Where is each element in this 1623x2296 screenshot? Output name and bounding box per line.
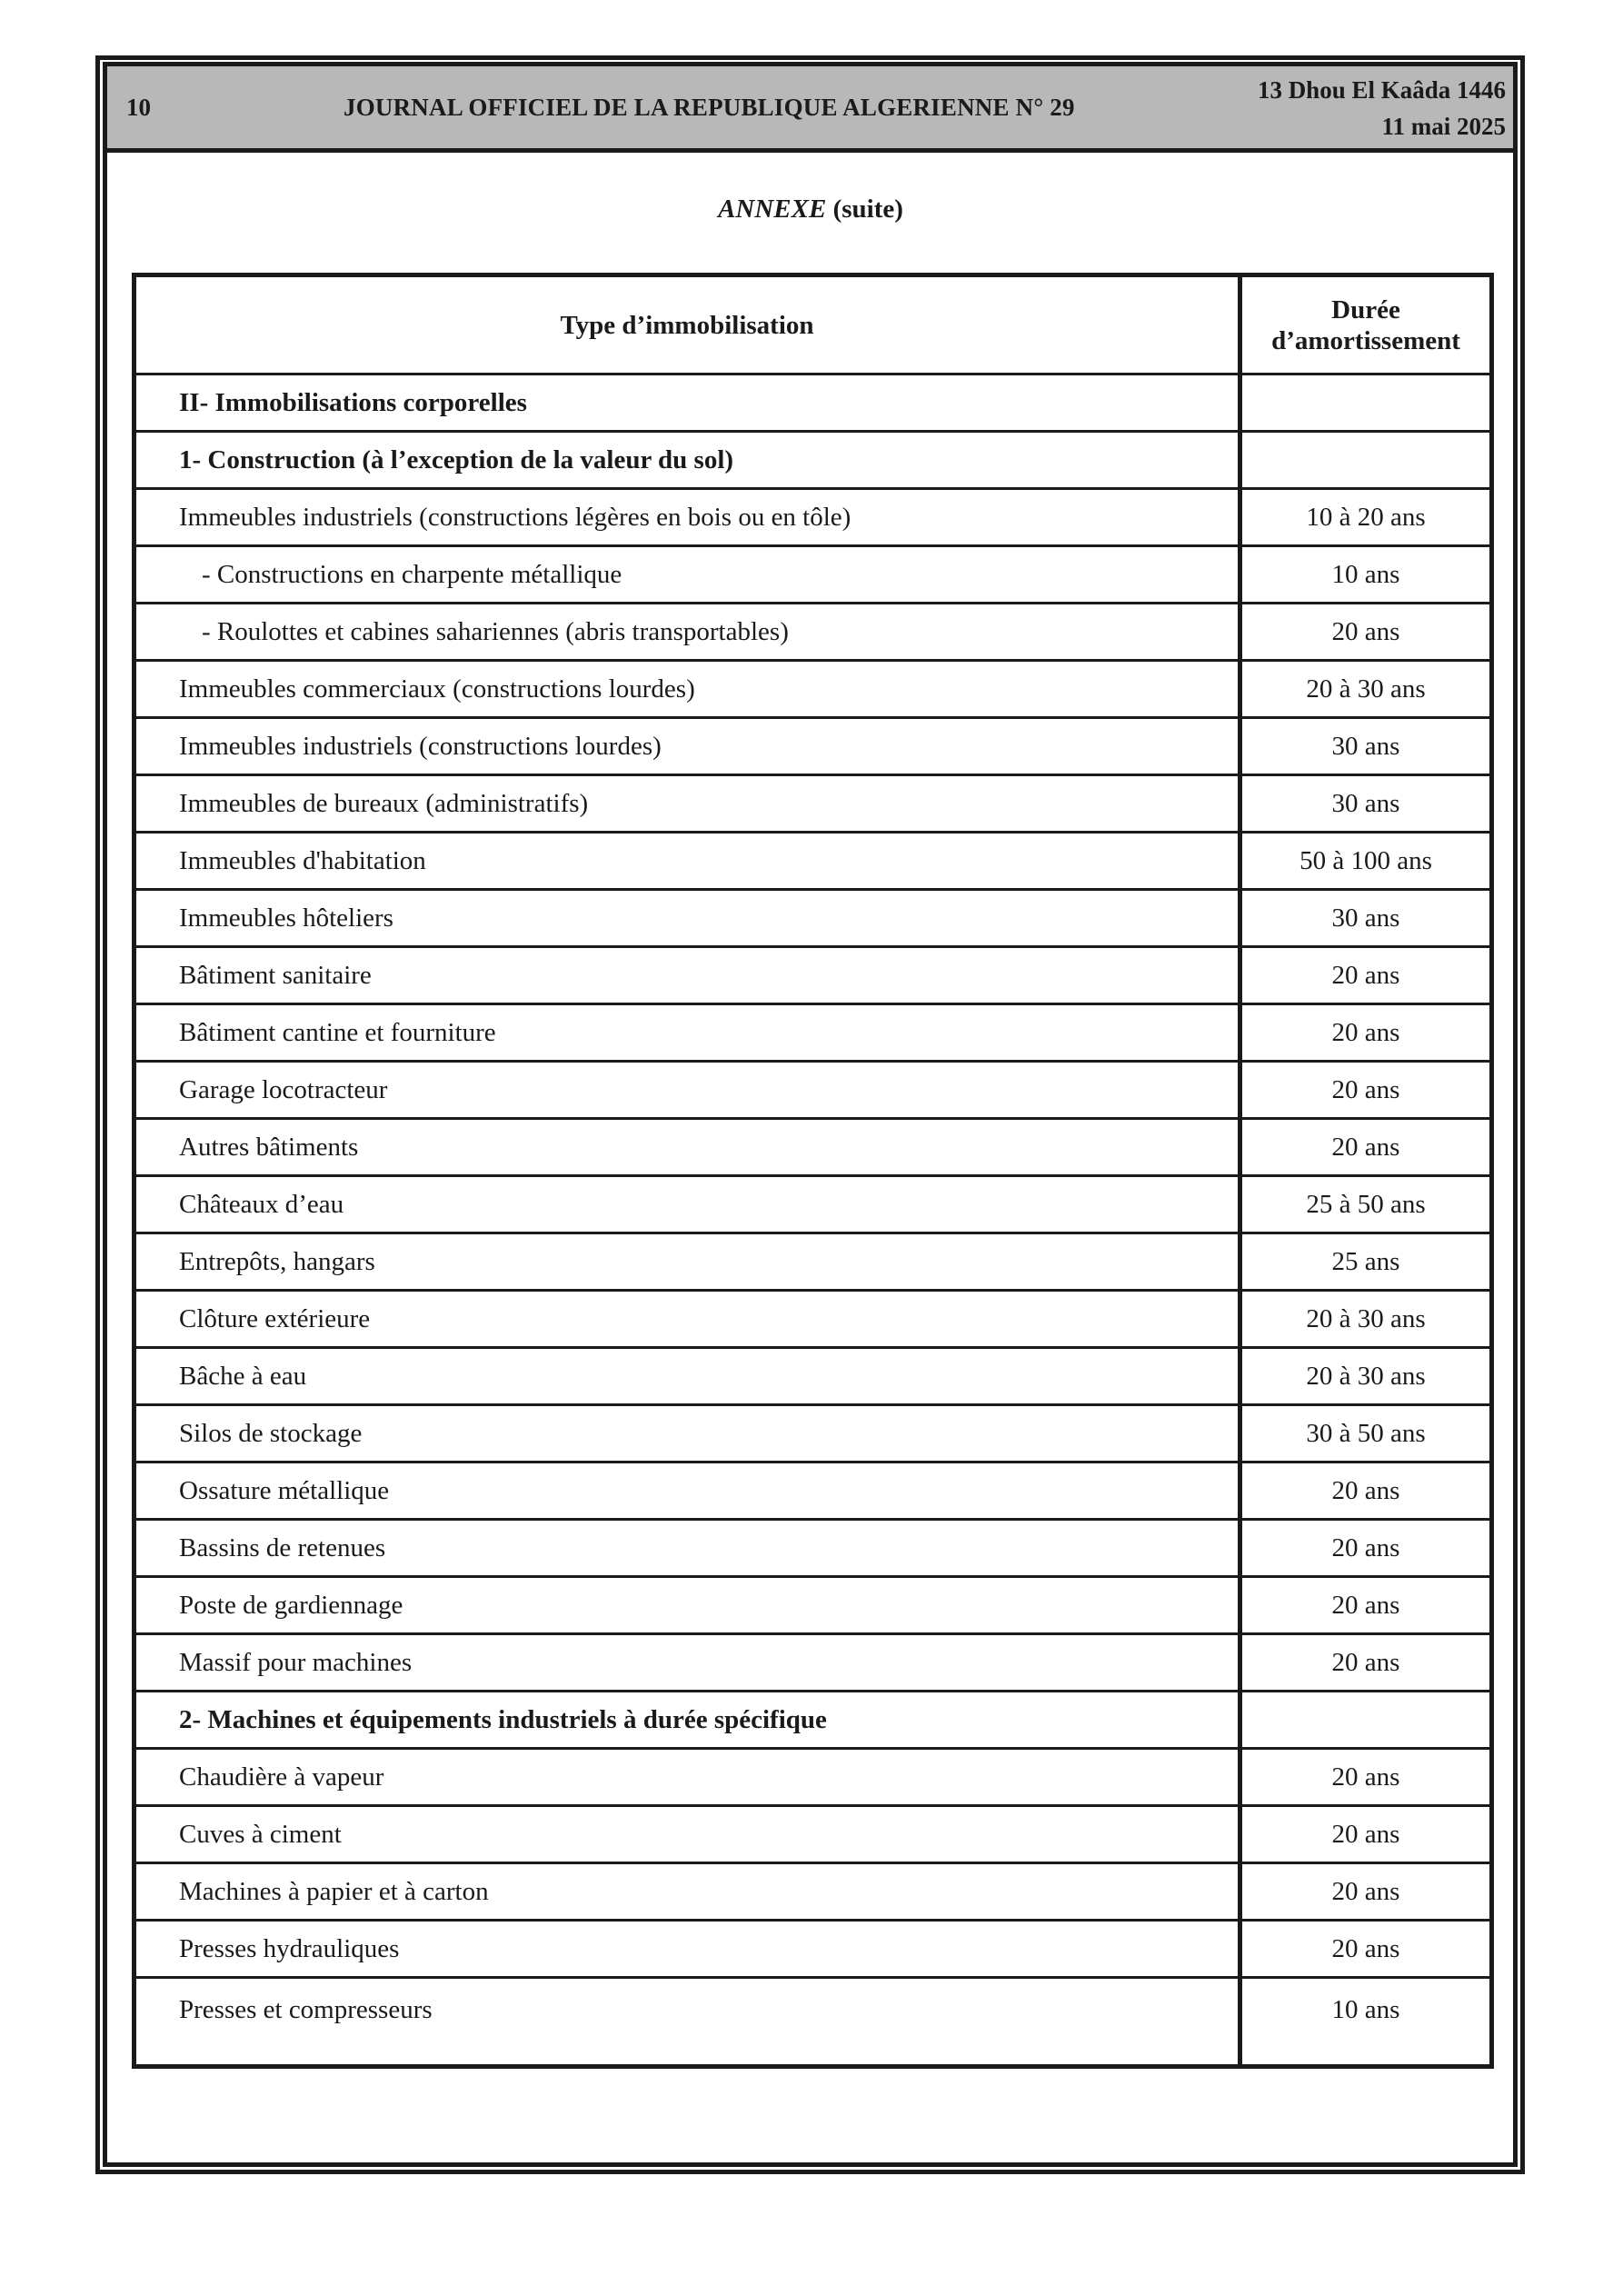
table-row	[134, 718, 1492, 775]
cell-duration	[1240, 374, 1492, 432]
table-row	[134, 1348, 1492, 1405]
table-body	[134, 374, 1492, 2067]
table-row	[134, 661, 1492, 718]
cell-duration: 30 ans	[1240, 890, 1492, 947]
cell-type: Autres bâtiments	[134, 1119, 1240, 1176]
cell-type: 2- Machines et équipements industriels à durée spécifique	[134, 1692, 1240, 1749]
hijri-date: 13 Dhou El Kaâda 1446	[1257, 76, 1506, 104]
table-row	[134, 1978, 1492, 2067]
cell-type: Cuves à ciment	[134, 1806, 1240, 1863]
table-row	[134, 604, 1492, 661]
depreciation-table	[132, 273, 1494, 2069]
table-row	[134, 1921, 1492, 1978]
cell-type: Immeubles d'habitation	[134, 833, 1240, 890]
cell-type: Immeubles industriels (constructions légères en bois ou en tôle)	[134, 489, 1240, 546]
table-section-row	[134, 432, 1492, 489]
cell-type: Bâche à eau	[134, 1348, 1240, 1405]
table-row	[134, 947, 1492, 1004]
gregorian-date: 11 mai 2025	[1381, 113, 1506, 140]
table-row	[134, 1462, 1492, 1520]
table-row	[134, 1291, 1492, 1348]
table-row	[134, 546, 1492, 604]
cell-type: Châteaux d’eau	[134, 1176, 1240, 1233]
cell-duration: 20 à 30 ans	[1240, 661, 1492, 718]
annex-title-label: ANNEXE	[718, 195, 827, 224]
header-dates	[1258, 72, 1506, 145]
cell-type: Immeubles industriels (constructions lourdes)	[134, 718, 1240, 775]
cell-type: Bassins de retenues	[134, 1520, 1240, 1577]
cell-type: Entrepôts, hangars	[134, 1233, 1240, 1291]
cell-duration: 20 ans	[1240, 947, 1492, 1004]
cell-type: Ossature métallique	[134, 1462, 1240, 1520]
table-row	[134, 489, 1492, 546]
journal-title: JOURNAL OFFICIEL DE LA REPUBLIQUE ALGERIENNE N° 29	[344, 94, 1075, 121]
cell-duration: 20 ans	[1240, 1004, 1492, 1062]
table-row	[134, 1863, 1492, 1921]
table-row	[134, 833, 1492, 890]
cell-type: Immeubles commerciaux (constructions lourdes)	[134, 661, 1240, 718]
cell-duration: 25 à 50 ans	[1240, 1176, 1492, 1233]
cell-duration: 20 ans	[1240, 1749, 1492, 1806]
cell-duration: 20 ans	[1240, 1462, 1492, 1520]
cell-duration: 50 à 100 ans	[1240, 833, 1492, 890]
cell-type: Presses et compresseurs	[134, 1978, 1240, 2067]
cell-duration: 30 ans	[1240, 718, 1492, 775]
cell-type: - Roulottes et cabines sahariennes (abris transportables)	[134, 604, 1240, 661]
table-row	[134, 1577, 1492, 1634]
column-header-duration-line1: Durée	[1331, 294, 1400, 324]
column-header-duration-line2: d’amortissement	[1271, 325, 1460, 355]
table-row	[134, 1749, 1492, 1806]
table-row	[134, 1405, 1492, 1462]
table-section-row	[134, 1692, 1492, 1749]
table-row	[134, 1176, 1492, 1233]
table-row	[134, 1004, 1492, 1062]
cell-type: Machines à papier et à carton	[134, 1863, 1240, 1921]
cell-type: Garage locotracteur	[134, 1062, 1240, 1119]
table-row	[134, 1806, 1492, 1863]
annex-title	[132, 195, 1489, 225]
cell-duration: 30 à 50 ans	[1240, 1405, 1492, 1462]
cell-duration: 20 ans	[1240, 1062, 1492, 1119]
cell-duration	[1240, 432, 1492, 489]
table-row	[134, 1520, 1492, 1577]
page-number: 10	[126, 94, 151, 121]
table-header-row	[134, 275, 1492, 374]
cell-duration: 20 ans	[1240, 604, 1492, 661]
cell-duration	[1240, 1692, 1492, 1749]
cell-duration: 20 ans	[1240, 1806, 1492, 1863]
cell-type: Bâtiment cantine et fourniture	[134, 1004, 1240, 1062]
cell-duration: 20 ans	[1240, 1577, 1492, 1634]
table-row	[134, 775, 1492, 833]
cell-duration: 20 ans	[1240, 1119, 1492, 1176]
cell-type: Massif pour machines	[134, 1634, 1240, 1692]
cell-duration: 20 ans	[1240, 1921, 1492, 1978]
cell-duration: 20 à 30 ans	[1240, 1348, 1492, 1405]
cell-type: - Constructions en charpente métallique	[134, 546, 1240, 604]
cell-duration: 20 ans	[1240, 1634, 1492, 1692]
cell-duration: 20 ans	[1240, 1863, 1492, 1921]
cell-type: II- Immobilisations corporelles	[134, 374, 1240, 432]
annex-title-suffix: (suite)	[826, 195, 903, 224]
table-row	[134, 1119, 1492, 1176]
column-header-type: Type d’immobilisation	[134, 275, 1240, 374]
cell-duration: 20 à 30 ans	[1240, 1291, 1492, 1348]
cell-type: Poste de gardiennage	[134, 1577, 1240, 1634]
cell-type: Immeubles hôteliers	[134, 890, 1240, 947]
table-row	[134, 1062, 1492, 1119]
table-row	[134, 890, 1492, 947]
cell-type: Clôture extérieure	[134, 1291, 1240, 1348]
cell-duration: 25 ans	[1240, 1233, 1492, 1291]
cell-duration: 30 ans	[1240, 775, 1492, 833]
table-row	[134, 1233, 1492, 1291]
cell-type: 1- Construction (à l’exception de la valeur du sol)	[134, 432, 1240, 489]
cell-type: Chaudière à vapeur	[134, 1749, 1240, 1806]
journal-header	[107, 66, 1513, 153]
column-header-duration	[1240, 275, 1492, 374]
table-section-row	[134, 374, 1492, 432]
cell-duration: 10 ans	[1240, 1978, 1492, 2067]
cell-duration: 20 ans	[1240, 1520, 1492, 1577]
cell-duration: 10 à 20 ans	[1240, 489, 1492, 546]
cell-type: Bâtiment sanitaire	[134, 947, 1240, 1004]
cell-type: Silos de stockage	[134, 1405, 1240, 1462]
cell-type: Presses hydrauliques	[134, 1921, 1240, 1978]
cell-type: Immeubles de bureaux (administratifs)	[134, 775, 1240, 833]
cell-duration: 10 ans	[1240, 546, 1492, 604]
table-row	[134, 1634, 1492, 1692]
